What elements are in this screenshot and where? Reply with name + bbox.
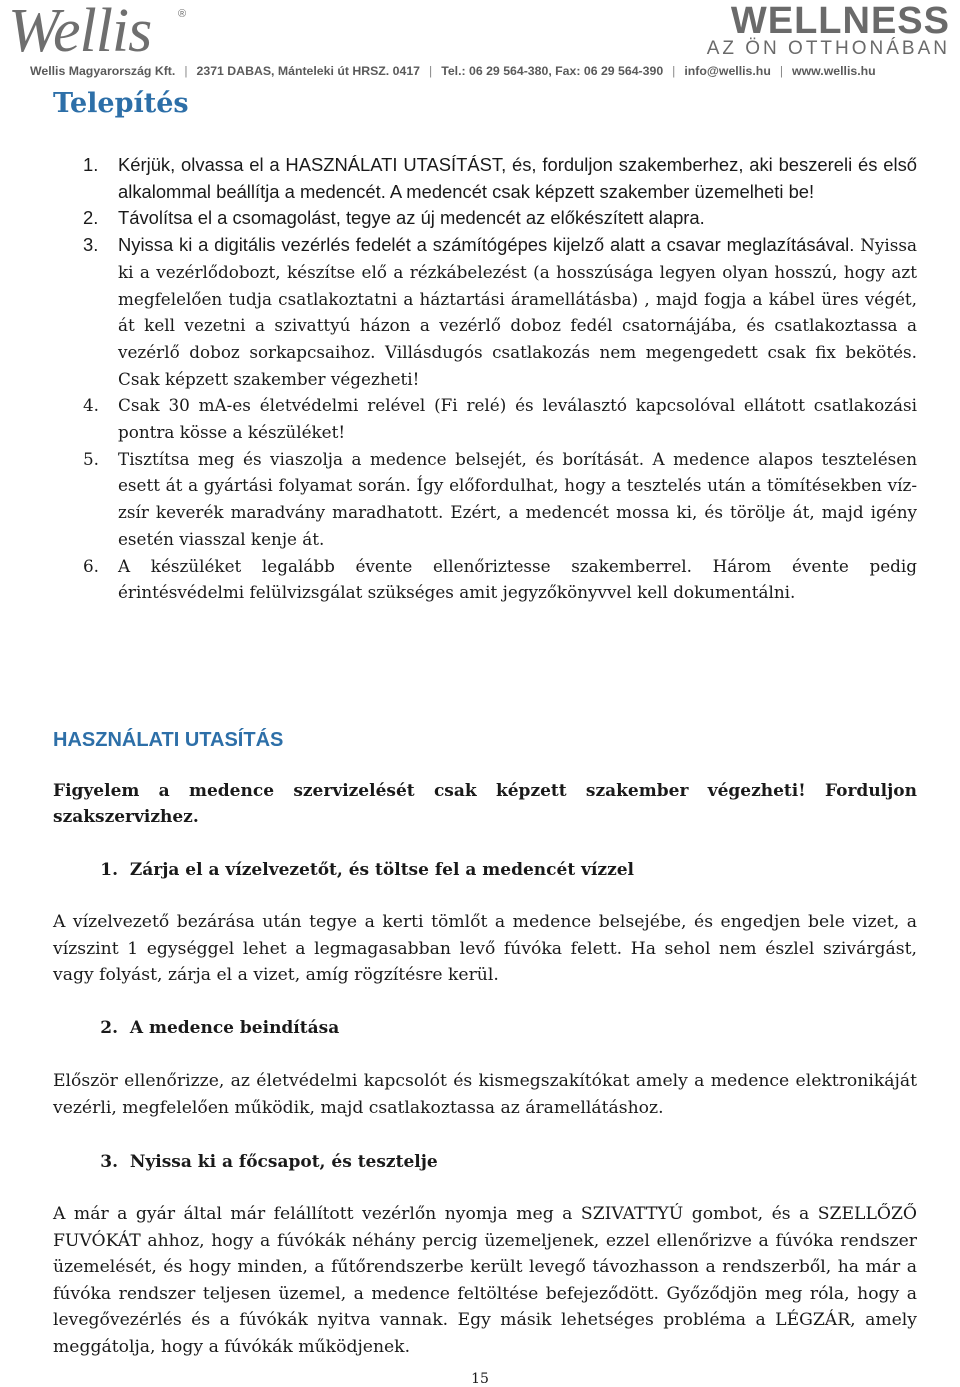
company-name: Wellis Magyarország Kft. — [30, 64, 176, 78]
step-heading — [53, 857, 634, 883]
step-title: Zárja el a vízelvezetőt, és töltse fel a medencét vízzel — [129, 860, 635, 880]
list-text: Tisztítsa meg és viaszolja a medence belsejét, és borítását. A medence alapos tesztelésen esett át a gyártási folyamat során. Így előfordulhat, hogy a tesztelés után a tömítésekben víz-zsír keverék maradvány maradhatott. Ezért, a medencét mossa ki, és törölje át, majd igény esetén viasszal kenje át. — [118, 448, 917, 549]
company-address: 2371 DABAS, Mánteleki út HRSZ. 0417 — [196, 64, 421, 78]
list-item — [53, 553, 917, 606]
step-body: Először ellenőrizze, az életvédelmi kapcsolót és kismegszakítókat amely a medence elektronikáját vezérli, megfelelően működik, majd csatlakoztassa az áramellátáshoz. — [53, 1071, 917, 1118]
registered-mark: ® — [178, 8, 187, 20]
list-item — [53, 392, 917, 445]
list-number: 5. — [83, 448, 100, 469]
step-number: 1. — [100, 860, 118, 880]
letterhead — [0, 0, 960, 85]
list-text: Kérjük, olvassa el a HASZNÁLATI UTASÍTÁST, és, forduljon szakemberhez, aki beszereli és első alkalommal beállítja a medencét. A medencét csak képzett szakember üzemelheti be! — [118, 154, 917, 202]
list-item — [53, 152, 917, 205]
step-heading — [53, 1015, 339, 1041]
section-heading: HASZNÁLATI UTASÍTÁS — [53, 729, 284, 751]
company-website[interactable]: www.wellis.hu — [792, 64, 876, 78]
list-text: Távolítsa el a csomagolást, tegye az új medencét az előkészített alapra. — [118, 207, 705, 229]
step-heading — [53, 1149, 438, 1175]
brand-subtitle: AZ ÖN OTTHONÁBAN — [706, 38, 950, 59]
list-item — [53, 205, 917, 232]
step-number: 2. — [100, 1018, 118, 1038]
list-number: 4. — [83, 395, 100, 416]
company-email[interactable]: info@wellis.hu — [684, 64, 771, 78]
company-phone: Tel.: 06 29 564-380, Fax: 06 29 564-390 — [441, 64, 664, 78]
list-text-continued: Nyissa ki a vezérlődobozt, készítse elő a rézkábelezést (a hosszúsága legyen olyan hosszú, hogy azt megfelelően tudja csatlakoztatni a háztartási áramellátásba) , majd fogja a kábel üres végét, át kell vezetni a szivattyú házon a vezérlő doboz fedél csatornájába, és csatlakoztassa a vezérlő doboz sorkapcsaihoz. Villásdugós csatlakozás nem megengedett csak fix bekötés. Csak képzett szakember végezheti! — [118, 235, 917, 389]
list-number: 3. — [83, 234, 99, 256]
installation-steps — [53, 152, 917, 606]
list-item — [53, 446, 917, 553]
page-number: 15 — [471, 1371, 489, 1387]
warning-text: Figyelem a medence szervizelését csak képzett szakember végezheti! Forduljon szakszervizhez. — [53, 781, 917, 827]
list-text: Nyissa ki a digitális vezérlés fedelét a számítógépes kijelző alatt a csavar meglazításával. — [118, 234, 855, 256]
step-number: 3. — [100, 1152, 118, 1172]
list-number: 2. — [83, 207, 99, 229]
list-text: A készüléket legalább évente ellenőriztesse szakemberrel. Három évente pedig érintésvédelmi felülvizsgálat szükséges amit jegyzőkönyvvel kell dokumentálni. — [118, 555, 917, 603]
list-number: 6. — [83, 555, 100, 576]
contact-line: Wellis Magyarország Kft. | 2371 DABAS, Mánteleki út HRSZ. 0417 | Tel.: 06 29 564-380, Fax: 06 29 564-390 | info@wellis.hu | www.wellis.hu — [30, 64, 876, 78]
step-title: A medence beindítása — [129, 1018, 340, 1038]
page-title: Telepítés — [53, 88, 189, 119]
list-item — [53, 232, 917, 392]
step-title: Nyissa ki a főcsapot, és tesztelje — [129, 1152, 438, 1172]
step-body: A vízelvezető bezárása után tegye a kerti tömlőt a medence belsejébe, és engedjen bele vizet, a vízszint 1 egységgel lehet a legmagasabban levő fúvóka felett. Ha sehol nem észlel szivárgást, vagy folyást, zárja el a vizet, amíg rögzítésre kerül. — [53, 912, 917, 985]
list-number: 1. — [83, 154, 99, 175]
list-text: Csak 30 mA-es életvédelmi relével (Fi relé) és leválasztó kapcsolóval ellátott csatlakozási pontra kösse a készüléket! — [118, 395, 917, 443]
wellis-logo: Wellis — [8, 0, 152, 65]
brand-title: WELLNESS — [730, 0, 950, 42]
step-body: A már a gyár által már felállított vezérlőn nyomja meg a SZIVATTYÚ gombot, és a SZELLŐZŐ FUVÓKÁT ahhoz, hogy a fúvókák néhány percig üzemeljenek, ezzel ellenőrizve a fúvóka rendszer üzemelését, és hogy minden, a fűtőrendszerbe került levegő távozhasson a rendszerből, ha már a fúvóka rendszer teljesen üzemel, a medence feltöltése befejeződött. Győződjön meg róla, hogy a levegővezérlés és a fúvókák nyitva vannak. Egy másik lehetséges probléma a LÉGZÁR, amely meggátolja, hogy a fúvókák működjenek. — [53, 1204, 917, 1357]
